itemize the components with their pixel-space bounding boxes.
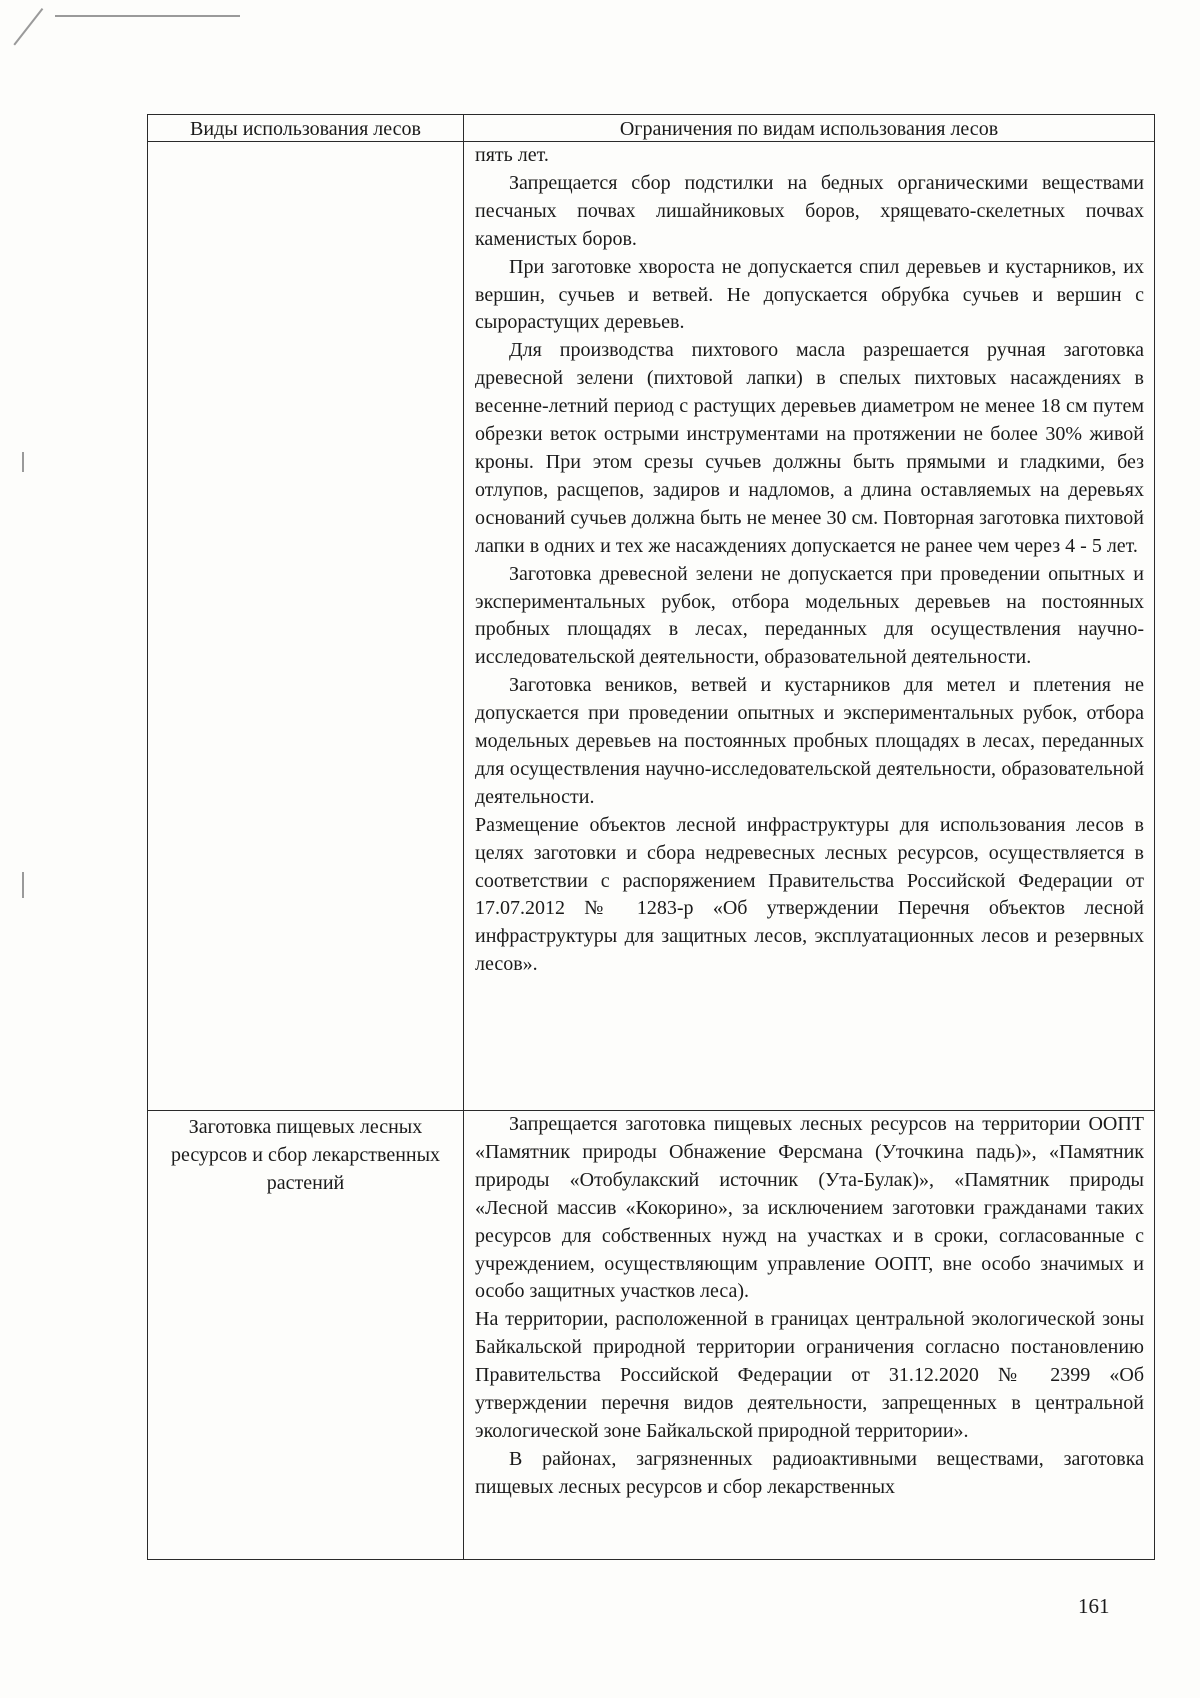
use-type-label — [148, 142, 463, 144]
restrictions-cell — [464, 1111, 1154, 1559]
restriction-paragraph: Запрещается сбор подстилки на бедных органическими веществами песчаных почвах лишайниковых боров, хрящевато-скелетных почвах каменистых боров. — [475, 171, 1144, 250]
table-row — [148, 1110, 1154, 1559]
forest-use-restrictions-table — [147, 114, 1155, 1560]
use-type-cell — [148, 1111, 464, 1559]
restriction-paragraph: Размещение объектов лесной инфраструктуры для использования лесов в целях заготовки и сбора недревесных лесных ресурсов, осуществляется в соответствии с распоряжением Правительства Российской Федерации от 17.07.2012 № 1283-р «Об утверждении Перечня объектов лесной инфраструктуры для защитных лесов, эксплуатационных лесов и резервных лесов». — [475, 813, 1144, 976]
header-restrictions: Ограничения по видам использования лесов — [619, 118, 999, 140]
restrictions-cell — [464, 142, 1154, 1110]
restriction-paragraph: Заготовка древесной зелени не допускается при проведении опытных и экспериментальных рубок, отбора модельных деревьев на постоянных пробных площадях в лесах, переданных для осуществления научно-исследовательской деятельности, образовательной деятельности. — [475, 562, 1144, 669]
header-use-types: Виды использования лесов — [148, 115, 464, 141]
scan-dots-left-1 — [22, 452, 24, 472]
page-number: 161 — [1078, 1594, 1110, 1618]
use-type-label: Заготовка пищевых лесных ресурсов и сбор лекарственных растений — [170, 1116, 441, 1194]
restriction-paragraph: Для производства пихтового масла разрешается ручная заготовка древесной зелени (пихтовой лапки) в спелых пихтовых насаждениях в весенне-летний период с растущих деревьев диаметром не менее 18 см путем обрезки веток острыми инструментами на протяжении не более 30% живой кроны. При этом срезы сучьев должны быть прямыми и гладкими, без отлупов, расщепов, задиров и надломов, а длина оставляемых на деревьях оснований сучьев должна быть не менее 30 см. Повторная заготовка пихтовой лапки в одних и тех же насаждениях допускается не ранее чем через 4 - 5 лет. — [475, 339, 1144, 557]
scan-line-diagonal — [13, 8, 43, 45]
scan-dots-left-2 — [22, 872, 24, 898]
restriction-paragraph: Заготовка веников, ветвей и кустарников для метел и плетения не допускается при проведении опытных и экспериментальных рубок, отбора модельных деревьев на постоянных пробных площадях в лесах, переданных для осуществления научно-исследовательской деятельности, образовательной деятельности. — [475, 674, 1144, 808]
use-type-cell — [148, 142, 464, 1110]
restriction-paragraph: На территории, расположенной в границах центральной экологической зоны Байкальской природной территории ограничения согласно постановлению Правительства Российской Федерации от 31.12.2020 № 2399 «Об утверждении перечня видов деятельности, запрещенных в центральной экологической зоне Байкальской природной территории». — [475, 1308, 1144, 1442]
restriction-paragraph: Запрещается заготовка пищевых лесных ресурсов на территории ООПТ «Памятник природы Обнажение Ферсмана (Уточкина падь)», «Памятник природы «Отобулакский источник (Ута-Булак)», «Памятник природы «Лесной массив «Кокорино», за исключением заготовки гражданами таких ресурсов для собственных нужд на участках и в сроки, согласованные с учреждением, осуществляющим управление ООПТ, вне особо значимых и особо защитных участков леса). — [475, 1113, 1144, 1303]
restriction-paragraph: пять лет. — [475, 144, 549, 166]
scan-line-top — [55, 15, 240, 17]
table-header-row — [148, 115, 1154, 141]
restriction-paragraph: При заготовке хвороста не допускается спил деревьев и кустарников, их вершин, сучьев и ветвей. Не допускается обрубка сучьев и вершин с сырорастущих деревьев. — [475, 255, 1144, 334]
restriction-paragraph: В районах, загрязненных радиоактивными веществами, заготовка пищевых лесных ресурсов и сбор лекарственных — [475, 1447, 1144, 1498]
table-row — [148, 141, 1154, 1110]
